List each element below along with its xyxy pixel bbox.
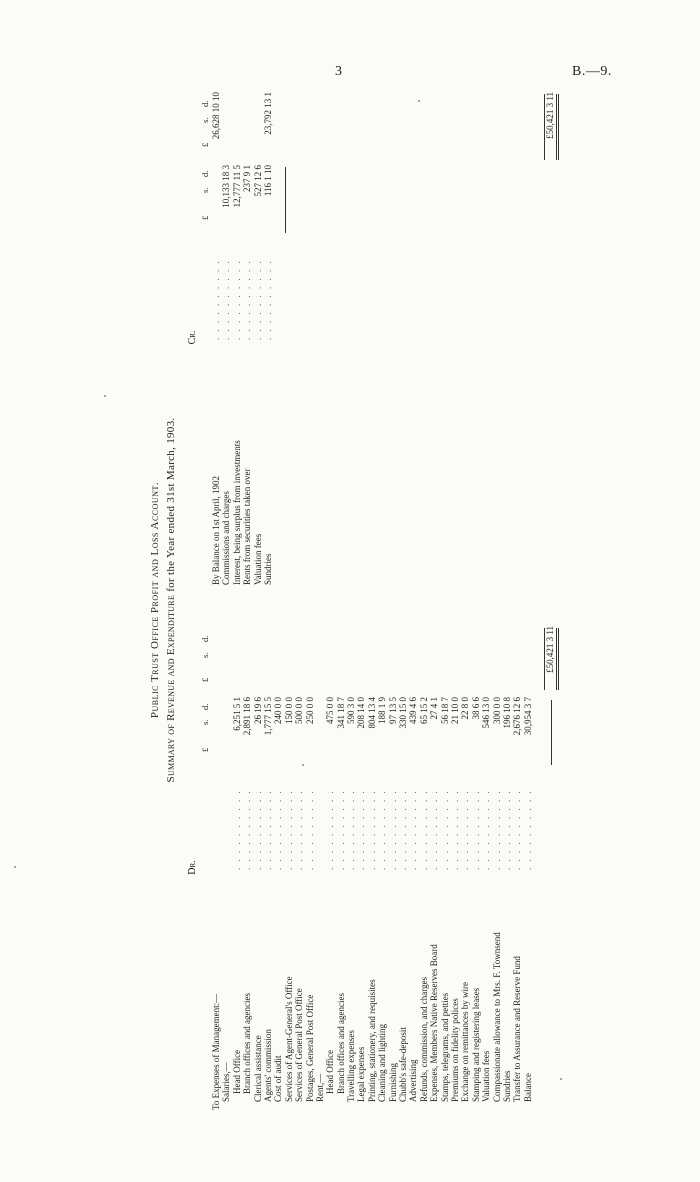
debit-row <box>367 625 377 1110</box>
leader-dots: . . . . . . . . . . <box>252 789 263 870</box>
debit-row-label: Chubb's safe-deposit <box>398 1027 409 1102</box>
scan-speck <box>302 764 304 766</box>
leader-dots: . . . . . . . . . . <box>231 259 242 340</box>
col-shillings: s. <box>200 187 210 193</box>
debit-row-amount: 196 10 8 <box>501 697 512 729</box>
credit-row-amount: 237 9 1 <box>242 165 253 192</box>
credit-row-label: Commissions and charges <box>221 491 232 585</box>
leader-dots: . . . . . . . . . . <box>460 789 471 870</box>
debit-row-label: Valuation fees <box>481 1050 492 1102</box>
leader-dots: . . . . . . . . . . <box>231 789 242 870</box>
debit-row-amount: 439 4 6 <box>408 697 419 724</box>
credit-column-headers <box>200 90 211 585</box>
debit-row-label: Clerical assistance <box>252 1035 263 1102</box>
account-statement <box>149 90 555 1110</box>
credit-side <box>187 90 555 585</box>
debit-row <box>471 625 481 1110</box>
leader-dots: . . . . . . . . . . <box>501 789 512 870</box>
debit-row-label: Sundries <box>501 1070 512 1102</box>
scan-speck <box>560 1078 562 1080</box>
debit-row-amount: 65 15 2 <box>418 697 429 724</box>
debit-row-amount: 475 0 0 <box>325 697 336 724</box>
debit-row-amount: 2,891 18 6 <box>242 697 253 736</box>
debit-heading: Dr. <box>187 860 198 875</box>
debit-row-amount: 188 1 9 <box>377 697 388 724</box>
document-reference: B.—9. <box>572 64 612 79</box>
leader-dots: . . . . . . . . . . <box>377 789 388 870</box>
debit-row-label: Stamping and registering leases <box>470 987 481 1102</box>
debit-row-label: Postages, General Post Office <box>304 994 315 1102</box>
debit-row <box>242 625 252 1110</box>
debit-row <box>221 625 231 1110</box>
debit-row <box>232 625 242 1110</box>
col-pence-total: d. <box>200 100 210 107</box>
debit-row-label: Balance <box>522 1073 533 1102</box>
debit-row-amount: 56 18 7 <box>439 697 450 724</box>
scan-speck <box>418 100 420 102</box>
debit-row-amount: 250 0 0 <box>304 697 315 724</box>
debit-row-amount: 240 0 0 <box>273 697 284 724</box>
debit-total: £50,421 3 11 <box>545 626 555 673</box>
debit-row <box>450 625 460 1110</box>
col-pounds-total: £ <box>200 142 210 147</box>
credit-total: £50,421 3 11 <box>545 92 555 139</box>
debit-row-amount: 22 8 0 <box>460 697 471 720</box>
debit-row <box>492 625 502 1110</box>
subtitle-prefix: Summary of Revenue and Expenditure <box>165 594 177 783</box>
debit-row-label: Transfer to Assurance and Reserve Fund <box>512 956 523 1102</box>
credit-row-label: By Balance on 1st April, 1902 <box>211 476 221 585</box>
debit-side <box>187 625 555 1110</box>
debit-row <box>408 625 418 1110</box>
credit-row <box>263 90 273 585</box>
col-pounds: £ <box>200 747 210 752</box>
credit-row <box>211 90 221 585</box>
col-shillings: s. <box>200 719 210 725</box>
debit-row-label: Branch offices and agencies <box>335 992 346 1094</box>
debit-row-label: Cleaning and lighting <box>377 1024 388 1102</box>
debit-row-amount: 150 0 0 <box>283 697 294 724</box>
debit-row <box>429 625 439 1110</box>
debit-subtotal-rule <box>551 700 552 765</box>
debit-row <box>325 625 335 1110</box>
debit-row-label: Exchange on remittances by wire <box>460 982 471 1102</box>
credit-row <box>242 90 252 585</box>
col-pence-total: d. <box>200 635 210 642</box>
credit-subtotal-rule <box>285 167 286 233</box>
leader-dots: . . . . . . . . . . <box>470 789 481 870</box>
debit-row <box>377 625 387 1110</box>
leader-dots: . . . . . . . . . . <box>211 259 221 340</box>
debit-row-label: Printing, stationery, and requisites <box>366 979 377 1102</box>
leader-dots: . . . . . . . . . . <box>346 789 357 870</box>
credit-row <box>232 90 242 585</box>
debit-row-label: Premiums on fidelity polices <box>449 998 460 1102</box>
col-pence: d. <box>200 703 210 710</box>
debit-row <box>356 625 366 1110</box>
debit-row <box>523 625 533 1110</box>
debit-row <box>294 625 304 1110</box>
debit-row-label: Furnishing <box>387 1062 398 1102</box>
leader-dots: . . . . . . . . . . <box>387 789 398 870</box>
debit-row-amount: 300 0 0 <box>491 697 502 724</box>
credit-row-amount: 527 12 6 <box>252 165 263 197</box>
debit-row-amount: 546 13 0 <box>481 697 492 729</box>
debit-row <box>481 625 491 1110</box>
debit-row <box>388 625 398 1110</box>
credit-row-amount: 12,777 11 5 <box>231 165 242 208</box>
credit-row-label: Sundries <box>262 553 273 585</box>
debit-row-label: Salaries,— <box>221 1062 232 1102</box>
debit-total-rule-bottom <box>556 628 557 690</box>
debit-row-label: Head Office <box>325 1049 336 1094</box>
debit-row <box>419 625 429 1110</box>
debit-row-label: Agents' commission <box>262 1029 273 1102</box>
debit-row-label: Travelling expenses <box>346 1030 357 1102</box>
debit-row <box>211 625 221 1110</box>
debit-row-label: Advertising <box>408 1059 419 1102</box>
credit-row-label: Interest, being surplus from investments <box>231 440 242 585</box>
debit-row <box>346 625 356 1110</box>
leader-dots: . . . . . . . . . . <box>325 789 336 870</box>
debit-row-label: Expenses, Members Native Reserves Board <box>429 944 440 1102</box>
debit-row-amount: 1,777 15 5 <box>262 697 273 736</box>
debit-row <box>315 625 325 1110</box>
leader-dots: . . . . . . . . . . <box>294 789 305 870</box>
leader-dots: . . . . . . . . . . <box>252 259 263 340</box>
leader-dots: . . . . . . . . . . <box>481 789 492 870</box>
debit-row <box>263 625 273 1110</box>
credit-heading: Cr. <box>187 330 198 345</box>
col-shillings-total: s. <box>200 117 210 123</box>
debit-total-rule-double <box>558 628 559 690</box>
debit-row-label: Services of Agent-General's Office <box>283 976 294 1102</box>
debit-row <box>398 625 408 1110</box>
leader-dots: . . . . . . . . . . <box>335 789 346 870</box>
leader-dots: . . . . . . . . . . <box>439 789 450 870</box>
debit-row-amount: 38 6 6 <box>470 697 481 720</box>
leader-dots: . . . . . . . . . . <box>262 259 273 340</box>
leader-dots: . . . . . . . . . . <box>356 789 367 870</box>
col-pounds: £ <box>200 215 210 220</box>
leader-dots: . . . . . . . . . . <box>491 789 502 870</box>
leader-dots: . . . . . . . . . . <box>398 789 409 870</box>
credit-row-total: 23,792 13 1 <box>262 92 273 135</box>
debit-row <box>336 625 346 1110</box>
leader-dots: . . . . . . . . . . <box>418 789 429 870</box>
statement-subtitle <box>166 90 176 1110</box>
leader-dots: . . . . . . . . . . <box>304 789 315 870</box>
leader-dots: . . . . . . . . . . <box>512 789 523 870</box>
credit-row-total: 26,628 10 10 <box>211 92 221 140</box>
credit-row-label: Rents from securities taken over <box>242 468 253 585</box>
debit-row-amount: 97 13 5 <box>387 697 398 724</box>
leader-dots: . . . . . . . . . . <box>283 789 294 870</box>
debit-row <box>284 625 294 1110</box>
debit-row-amount: 30,954 3 7 <box>522 697 533 736</box>
col-shillings-total: s. <box>200 652 210 658</box>
leader-dots: . . . . . . . . . . <box>429 789 440 870</box>
debit-row-amount: 208 14 0 <box>356 697 367 729</box>
leader-dots: . . . . . . . . . . <box>262 789 273 870</box>
subtitle-suffix: for the Year ended 31st March, 1903. <box>165 417 177 592</box>
leader-dots: . . . . . . . . . . <box>366 789 377 870</box>
credit-row-amount: 10,133 18 3 <box>221 165 232 208</box>
scan-speck <box>14 866 16 868</box>
debit-rows <box>211 625 533 1110</box>
debit-row-label: Rent,— <box>314 1073 325 1102</box>
credit-total-rule-bottom <box>556 94 557 160</box>
debit-row <box>460 625 470 1110</box>
credit-row-label: Valuation fees <box>252 533 263 585</box>
debit-row-amount: 341 18 7 <box>335 697 346 729</box>
page-number: 3 <box>335 64 342 79</box>
leader-dots: . . . . . . . . . . <box>408 789 419 870</box>
debit-row <box>440 625 450 1110</box>
debit-row-label: Legal expenses <box>356 1046 367 1102</box>
leader-dots: . . . . . . . . . . <box>242 259 253 340</box>
leader-dots: . . . . . . . . . . <box>221 259 232 340</box>
debit-row-amount: 804 13 4 <box>366 697 377 729</box>
debit-row <box>512 625 522 1110</box>
leader-dots: . . . . . . . . . . <box>449 789 460 870</box>
debit-row-amount: 590 3 0 <box>346 697 357 724</box>
debit-row-amount: 27 4 1 <box>429 697 440 720</box>
debit-row-label: Refunds, commission, and charges <box>418 976 429 1102</box>
credit-row <box>221 90 231 585</box>
debit-row-amount: 21 10 0 <box>449 697 460 724</box>
debit-row-label: Head Office <box>231 1049 242 1094</box>
debit-row-amount: 330 15 0 <box>398 697 409 729</box>
col-pence: d. <box>200 170 210 177</box>
debit-row-amount: 2,676 12 6 <box>512 697 523 736</box>
leader-dots: . . . . . . . . . . <box>273 789 284 870</box>
debit-row <box>305 625 315 1110</box>
statement-title: Public Trust Office Profit and Loss Account. <box>149 481 161 719</box>
debit-row <box>253 625 263 1110</box>
debit-row-label: Cost of audit <box>273 1055 284 1102</box>
debit-row-amount: 26 19 6 <box>252 697 263 724</box>
credit-rows <box>211 90 273 585</box>
debit-row <box>273 625 283 1110</box>
credit-total-rule-double <box>558 94 559 160</box>
credit-row-amount: 116 1 10 <box>262 165 273 197</box>
debit-row-label: Services of General Post Office <box>294 988 305 1102</box>
leader-dots: . . . . . . . . . . <box>522 789 533 870</box>
debit-row-label: Branch offices and agencies <box>242 992 253 1094</box>
scan-speck <box>104 395 106 397</box>
credit-row <box>253 90 263 585</box>
debit-row-label: To Expenses of Management:— <box>211 993 221 1110</box>
debit-row-amount: 500 0 0 <box>294 697 305 724</box>
debit-row-label: Compassionate allowance to Mrs. F. Townsend <box>491 932 502 1102</box>
debit-row-amount: 6,251 5 1 <box>231 697 242 731</box>
debit-row-label: Stamps, telegrams, and petties <box>439 992 450 1102</box>
col-pounds-total: £ <box>200 677 210 682</box>
debit-column-headers <box>200 625 211 1110</box>
leader-dots: . . . . . . . . . . <box>242 789 253 870</box>
debit-row <box>502 625 512 1110</box>
